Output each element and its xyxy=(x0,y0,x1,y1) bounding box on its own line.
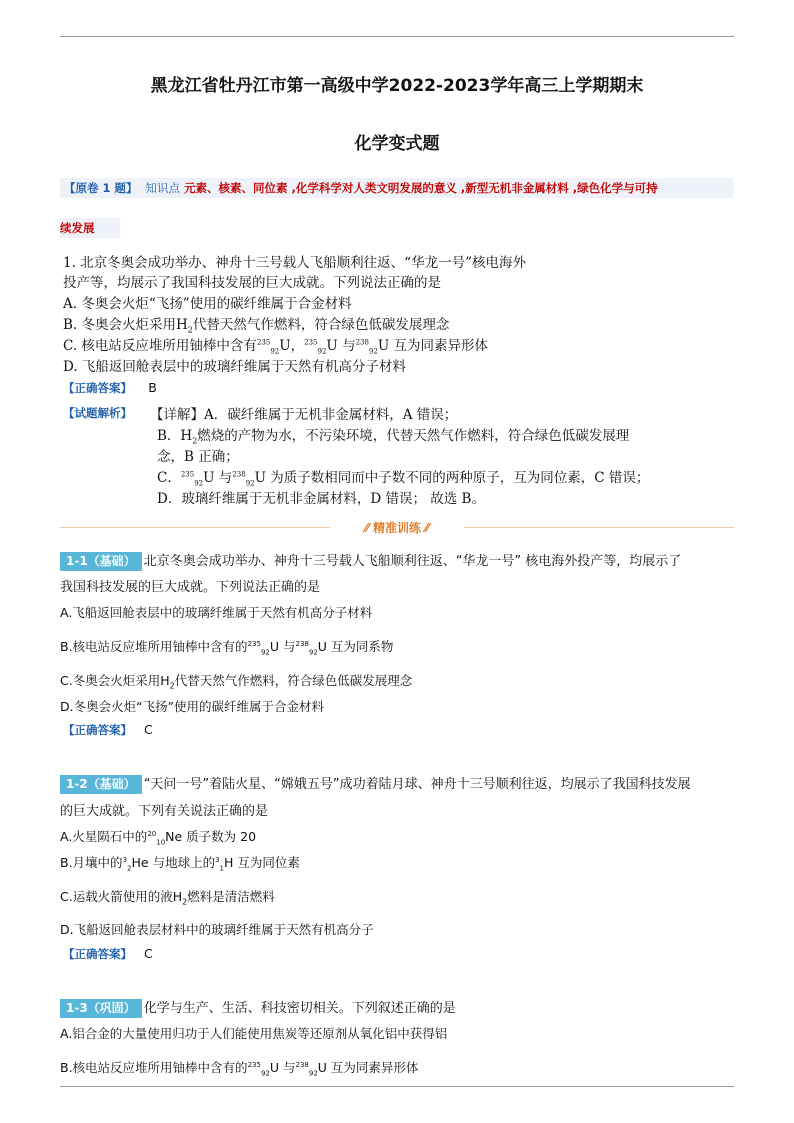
question-1-2-option-b: B.月壤中的$^3_2$He 与地球上的$^3_1$H 互为同位素 xyxy=(60,855,300,873)
question-1-2-option-a: A.火星陨石中的$^{20}_{10}$Ne 质子数为 20 xyxy=(60,829,257,847)
answer-value: B xyxy=(148,380,157,395)
question-1-1-option-a: A.飞船返回舱表层中的玻璃纤维属于天然有机高分子材料 xyxy=(60,605,373,620)
u238-isotope: $^{238}_{92}$ xyxy=(355,338,378,356)
question-1-1-option-c: C.冬奥会火炬采用$H_2$代替天然气作燃料，符合绿色低碳发展理念 xyxy=(60,673,413,691)
original-option-c: C. 核电站反应堆所用铀棒中含有$^{235}_{92}$U，$^{235}_{92}$U 与$^{238}_{92}$U 互为同素异形体 xyxy=(63,338,489,356)
original-stem-2: 投产等，均展示了我国科技发展的巨大成就。下列说法正确的是 xyxy=(63,275,441,291)
question-tag: 1-2（基础） xyxy=(60,775,142,794)
bottom-rule xyxy=(60,1086,734,1087)
top-rule xyxy=(60,36,734,37)
answer-tag: 【正确答案】 xyxy=(63,381,132,395)
question-tag: 1-3（巩固） xyxy=(60,999,142,1018)
divider-label: ⁄⁄ 精准训练 ⁄⁄ xyxy=(364,521,430,535)
knowledge-continuation: 续发展 xyxy=(60,218,120,238)
question-1-2-stem-2: 的巨大成就。下列有关说法正确的是 xyxy=(60,804,269,819)
question-1-3-option-b: B.核电站反应堆所用铀棒中含有的$^{235}_{92}$U 与$^{238}_{92}$U 互为同素异形体 xyxy=(60,1060,419,1078)
question-tag: 1-1（基础） xyxy=(60,552,142,571)
question-1-1-stem: 1-1（基础） 北京冬奥会成功举办、神舟十三号载人飞船顺利往返、“华龙一号” 核电海外投产等，均展示了 xyxy=(60,550,681,571)
h2-formula: $H_2$ xyxy=(176,317,193,335)
u235-isotope: $^{235}_{92}$ xyxy=(180,470,204,488)
knowledge-bar xyxy=(60,178,734,198)
analysis-line-4: C．$^{235}_{92}$U 与$^{238}_{92}$U 为质子数相同而中子数不同的两种原子，互为同位素，C 错误； xyxy=(157,470,650,488)
question-1-2-option-c: C.运载火箭使用的液$H_2$燃料是清洁燃料 xyxy=(60,889,275,907)
question-1-1-stem-2: 我国科技发展的巨大成就。下列说法正确的是 xyxy=(60,580,321,595)
analysis-line-2: B．$H_2$燃烧的产物为水，不污染环境，代替天然气作燃料，符合绿色低碳发展理 xyxy=(157,428,630,446)
question-1-2-answer: 【正确答案】 C xyxy=(63,946,153,961)
question-1-1-option-b: B.核电站反应堆所用铀棒中含有的$^{235}_{92}$U 与$^{238}_{92}$U 互为同系物 xyxy=(60,639,394,657)
original-option-b: B. 冬奥会火炬采用$H_2$代替天然气作燃料，符合绿色低碳发展理念 xyxy=(63,317,450,335)
original-stem-1: 1. 北京冬奥会成功举办、神舟十三号载人飞船顺利往返、“华龙一号”核电海外 xyxy=(63,255,526,271)
question-1-3-stem: 1-3（巩固） 化学与生产、生活、科技密切相关。下列叙述正确的是 xyxy=(60,997,456,1018)
knowledge-label: 知识点 xyxy=(145,181,181,195)
original-answer-row xyxy=(63,380,157,396)
question-1-1-answer: 【正确答案】 C xyxy=(63,722,153,737)
question-1-3-option-a: A.铝合金的大量使用归功于人们能使用焦炭等还原剂从氧化铝中获得铝 xyxy=(60,1026,448,1041)
u238-isotope: $^{238}_{92}$ xyxy=(232,470,255,488)
original-badge: 【原卷 1 题】 xyxy=(64,181,138,195)
page-subtitle: 化学变式题 xyxy=(354,134,440,154)
question-1-2-option-d: D.飞船返回舱表层材料中的玻璃纤维属于天然有机高分子 xyxy=(60,922,374,937)
analysis-tag: 【试题解析】 xyxy=(63,406,132,420)
knowledge-value: 元素、核素、同位素 ,化学科学对人类文明发展的意义 ,新型无机非金属材料 ,绿色化学与可持 xyxy=(184,181,658,195)
analysis-line-3: 念，B 正确； xyxy=(157,449,239,465)
u235-isotope: $^{235}_{92}$ xyxy=(256,338,280,356)
original-option-d: D. 飞船返回舱表层中的玻璃纤维属于天然有机高分子材料 xyxy=(63,359,406,375)
question-1-1-option-d: D.冬奥会火炬“飞扬”使用的碳纤维属于合金材料 xyxy=(60,699,325,714)
question-1-2-stem: 1-2（基础） “天问一号”着陆火星、“嫦娥五号”成功着陆月球、神舟十三号顺利往返，均展示了我国科技发展 xyxy=(60,773,691,794)
analysis-line-1: 【详解】A．碳纤维属于无机非金属材料，A 错误； xyxy=(150,407,458,423)
u235-isotope: $^{235}_{92}$ xyxy=(304,338,327,356)
original-option-a: A. 冬奥会火炬“飞扬”使用的碳纤维属于合金材料 xyxy=(63,296,352,312)
section-divider xyxy=(60,520,734,536)
analysis-line-5: D．玻璃纤维属于无机非金属材料，D 错误； 故选 B。 xyxy=(157,491,485,507)
page-title: 黑龙江省牡丹江市第一高级中学2022-2023学年高三上学期期末 xyxy=(150,76,644,96)
